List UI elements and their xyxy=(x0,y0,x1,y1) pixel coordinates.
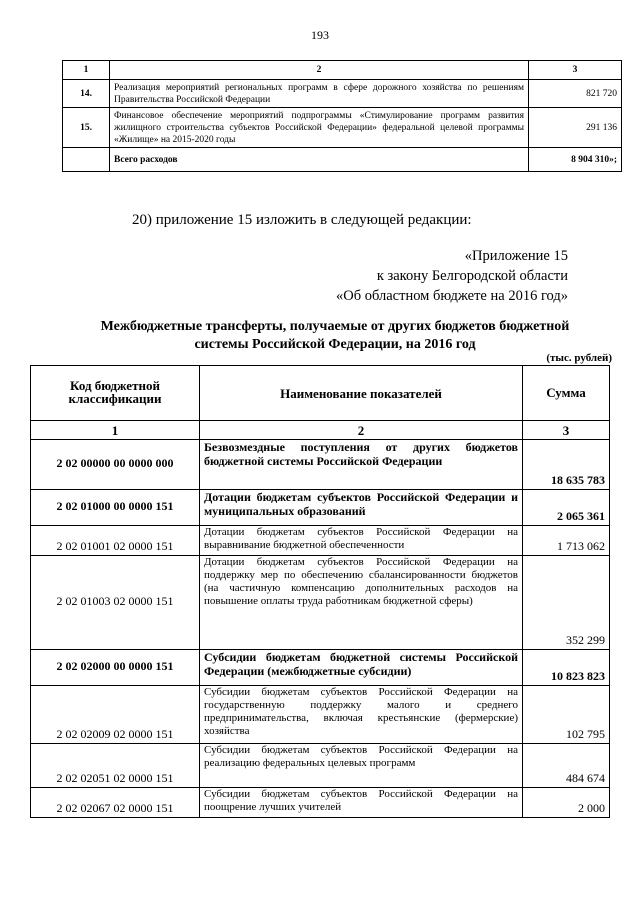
row-sum: 18 635 783 xyxy=(523,440,610,490)
row-code: 2 02 01000 00 0000 151 xyxy=(31,490,200,526)
row-code: 2 02 02067 02 0000 151 xyxy=(31,788,200,818)
table-row xyxy=(31,686,610,744)
column-number-cell: 1 xyxy=(31,421,200,440)
table-row xyxy=(31,556,610,650)
amendment-paragraph: 20) приложение 15 изложить в следующей редакции: xyxy=(132,212,472,228)
column-number-cell: 2 xyxy=(110,61,529,80)
row-sum: 1 713 062 xyxy=(523,526,610,556)
table-row xyxy=(31,490,610,526)
table-row xyxy=(31,526,610,556)
column-number-cell: 2 xyxy=(200,421,523,440)
row-sum: 102 795 xyxy=(523,686,610,744)
total-sum: 8 904 310»; xyxy=(529,148,622,172)
table-row xyxy=(63,80,622,108)
table-header-row xyxy=(63,61,622,80)
table-row xyxy=(63,108,622,148)
row-sum: 10 823 823 xyxy=(523,650,610,686)
row-name: Субсидии бюджетам бюджетной системы Российской Федерации (межбюджетные субсидии) xyxy=(200,650,523,686)
row-code: 2 02 01001 02 0000 151 xyxy=(31,526,200,556)
row-name: Финансовое обеспечение мероприятий подпрограммы «Стимулирование программ развития жилищного строительства субъектов Российской Федерации» федеральной целевой программы «Жилище» на 2015-2020 годы xyxy=(110,108,529,148)
header-name: Наименование показателей xyxy=(200,366,523,421)
row-code: 2 02 02000 00 0000 151 xyxy=(31,650,200,686)
appendix-line: «Об областном бюджете на 2016 год» xyxy=(336,288,568,304)
row-sum: 291 136 xyxy=(529,108,622,148)
row-number: 15. xyxy=(63,108,110,148)
row-name: Дотации бюджетам субъектов Российской Федерации и муниципальных образований xyxy=(200,490,523,526)
total-label: Всего расходов xyxy=(110,148,529,172)
row-number: 14. xyxy=(63,80,110,108)
header-code: Код бюджетной классификации xyxy=(31,366,200,421)
row-sum: 484 674 xyxy=(523,744,610,788)
row-name: Субсидии бюджетам субъектов Российской Федерации на поощрение лучших учителей xyxy=(200,788,523,818)
row-sum: 821 720 xyxy=(529,80,622,108)
column-number-cell: 3 xyxy=(529,61,622,80)
continued-expenses-table xyxy=(62,60,622,172)
transfers-table xyxy=(30,365,610,818)
row-sum: 352 299 xyxy=(523,556,610,650)
header-sum: Сумма xyxy=(523,366,610,421)
row-name: Реализация мероприятий региональных программ в сфере дорожного хозяйства по решениям Правительства Российской Федерации xyxy=(110,80,529,108)
table-row xyxy=(31,650,610,686)
column-number-cell: 3 xyxy=(523,421,610,440)
page-number: 193 xyxy=(311,28,329,42)
row-name: Субсидии бюджетам субъектов Российской Федерации на государственную поддержку малого и среднего предпринимательства, включая крестьянские (фермерские) хозяйства xyxy=(200,686,523,744)
row-name: Безвозмездные поступления от других бюджетов бюджетной системы Российской Федерации xyxy=(200,440,523,490)
row-sum: 2 000 xyxy=(523,788,610,818)
row-name: Субсидии бюджетам субъектов Российской Федерации на реализацию федеральных целевых программ xyxy=(200,744,523,788)
table-row xyxy=(31,744,610,788)
table-row xyxy=(31,440,610,490)
units-label: (тыс. рублей) xyxy=(546,352,612,364)
appendix-heading xyxy=(336,246,568,306)
document-title xyxy=(30,318,640,354)
appendix-line: к закону Белгородской области xyxy=(376,268,568,284)
table-header-row xyxy=(31,366,610,421)
title-line: системы Российской Федерации, на 2016 год xyxy=(194,337,476,352)
total-number-cell xyxy=(63,148,110,172)
total-row xyxy=(63,148,622,172)
row-code: 2 02 01003 02 0000 151 xyxy=(31,556,200,650)
row-name: Дотации бюджетам субъектов Российской Федерации на поддержку мер по обеспечению сбалансированности бюджетов (на частичную компенсацию дополнительных расходов на повышение оплаты труда работникам бюджетной сферы) xyxy=(200,556,523,650)
row-code: 2 02 02009 02 0000 151 xyxy=(31,686,200,744)
table-row xyxy=(31,788,610,818)
row-sum: 2 065 361 xyxy=(523,490,610,526)
column-numbers-row xyxy=(31,421,610,440)
appendix-line: «Приложение 15 xyxy=(464,248,568,264)
row-code: 2 02 02051 02 0000 151 xyxy=(31,744,200,788)
row-code: 2 02 00000 00 0000 000 xyxy=(31,440,200,490)
column-number-cell: 1 xyxy=(63,61,110,80)
row-name: Дотации бюджетам субъектов Российской Федерации на выравнивание бюджетной обеспеченности xyxy=(200,526,523,556)
title-line: Межбюджетные трансферты, получаемые от других бюджетов бюджетной xyxy=(100,319,570,334)
